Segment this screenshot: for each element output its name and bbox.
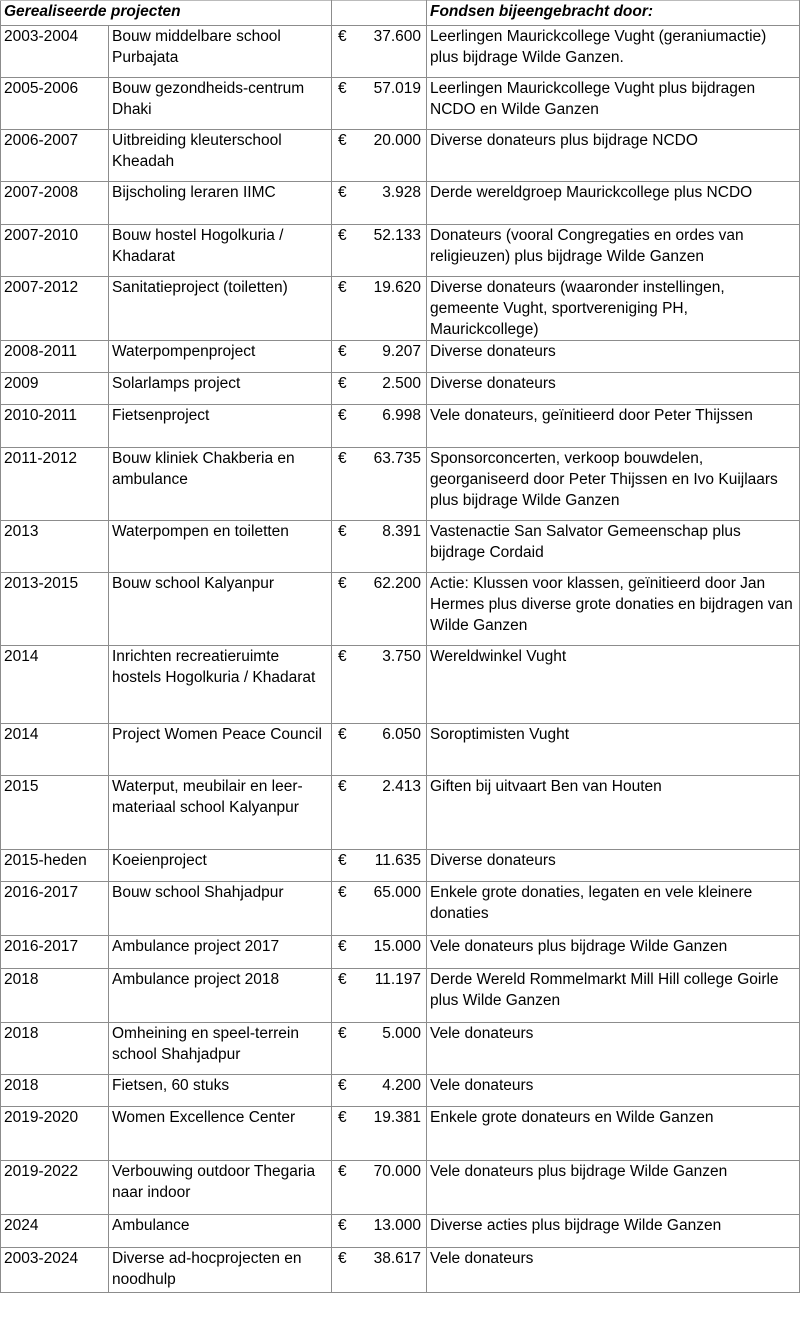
- funds-title: Fondsen bijeengebracht door:: [430, 3, 654, 20]
- currency-cell: €: [332, 277, 357, 341]
- project-cell: Koeienproject: [109, 850, 332, 882]
- currency-cell: €: [332, 78, 357, 130]
- period-cell: 2016-2017: [1, 882, 109, 936]
- funded-by-cell: Diverse donateurs plus bijdrage NCDO: [427, 130, 800, 182]
- funded-by-cell: Leerlingen Maurickcollege Vught (geraniumactie) plus bijdrage Wilde Ganzen.: [427, 26, 800, 78]
- currency-cell: €: [332, 882, 357, 936]
- period-cell: 2009: [1, 373, 109, 405]
- period-cell: 2010-2011: [1, 405, 109, 448]
- table-row: [1, 646, 800, 724]
- table-row: [1, 882, 800, 936]
- project-cell: Bouw hostel Hogolkuria / Khadarat: [109, 225, 332, 277]
- funded-by-cell: Vele donateurs plus bijdrage Wilde Ganzen: [427, 936, 800, 969]
- currency-cell: €: [332, 850, 357, 882]
- currency-cell: €: [332, 1023, 357, 1075]
- projects-column-header: [1, 1, 332, 26]
- funded-by-cell: Wereldwinkel Vught: [427, 646, 800, 724]
- period-cell: 2019-2022: [1, 1161, 109, 1215]
- table-row: [1, 448, 800, 521]
- table-row: [1, 277, 800, 341]
- empty-header-cell: [357, 1, 427, 26]
- amount-cell: 13.000: [357, 1215, 427, 1248]
- amount-cell: 5.000: [357, 1023, 427, 1075]
- amount-cell: 15.000: [357, 936, 427, 969]
- project-cell: Bijscholing leraren IIMC: [109, 182, 332, 225]
- amount-cell: 11.197: [357, 969, 427, 1023]
- amount-cell: 20.000: [357, 130, 427, 182]
- project-cell: Bouw school Kalyanpur: [109, 573, 332, 646]
- amount-cell: 9.207: [357, 341, 427, 373]
- period-cell: 2007-2008: [1, 182, 109, 225]
- period-cell: 2024: [1, 1215, 109, 1248]
- projects-title: Gerealiseerde projecten: [4, 3, 181, 20]
- amount-cell: 52.133: [357, 225, 427, 277]
- funded-by-cell: Diverse donateurs (waaronder instellingen, gemeente Vught, sportvereniging PH, Maurickcollege): [427, 277, 800, 341]
- funded-by-cell: Diverse donateurs: [427, 373, 800, 405]
- table-row: [1, 341, 800, 373]
- amount-cell: 6.998: [357, 405, 427, 448]
- amount-cell: 11.635: [357, 850, 427, 882]
- table-row: [1, 130, 800, 182]
- amount-cell: 70.000: [357, 1161, 427, 1215]
- table-row: [1, 521, 800, 573]
- funded-by-cell: Derde wereldgroep Maurickcollege plus NCDO: [427, 182, 800, 225]
- table-row: [1, 1215, 800, 1248]
- currency-cell: €: [332, 521, 357, 573]
- currency-cell: €: [332, 182, 357, 225]
- header-row: [1, 1, 800, 26]
- funded-by-cell: Donateurs (vooral Congregaties en ordes van religieuzen) plus bijdrage Wilde Ganzen: [427, 225, 800, 277]
- table-row: [1, 573, 800, 646]
- funded-by-cell: Vele donateurs: [427, 1248, 800, 1293]
- currency-cell: €: [332, 26, 357, 78]
- currency-cell: €: [332, 776, 357, 850]
- funded-by-cell: Diverse donateurs: [427, 341, 800, 373]
- table-row: [1, 1075, 800, 1107]
- period-cell: 2014: [1, 724, 109, 776]
- amount-cell: 62.200: [357, 573, 427, 646]
- empty-header-cell: [332, 1, 357, 26]
- project-cell: Fietsen, 60 stuks: [109, 1075, 332, 1107]
- currency-cell: €: [332, 573, 357, 646]
- period-cell: 2003-2004: [1, 26, 109, 78]
- currency-cell: €: [332, 969, 357, 1023]
- period-cell: 2008-2011: [1, 341, 109, 373]
- amount-cell: 38.617: [357, 1248, 427, 1293]
- project-cell: Diverse ad-hocprojecten en noodhulp: [109, 1248, 332, 1293]
- table-row: [1, 1107, 800, 1161]
- period-cell: 2013-2015: [1, 573, 109, 646]
- funds-column-header: [427, 1, 800, 26]
- period-cell: 2018: [1, 1075, 109, 1107]
- currency-cell: €: [332, 1215, 357, 1248]
- table-row: [1, 1161, 800, 1215]
- period-cell: 2016-2017: [1, 936, 109, 969]
- amount-cell: 6.050: [357, 724, 427, 776]
- amount-cell: 3.928: [357, 182, 427, 225]
- table-row: [1, 405, 800, 448]
- funded-by-cell: Enkele grote donateurs en Wilde Ganzen: [427, 1107, 800, 1161]
- period-cell: 2019-2020: [1, 1107, 109, 1161]
- funded-by-cell: Sponsorconcerten, verkoop bouwdelen, georganiseerd door Peter Thijssen en Ivo Kuijlaars plus bijdrage Wilde Ganzen: [427, 448, 800, 521]
- currency-cell: €: [332, 448, 357, 521]
- project-cell: Uitbreiding kleuterschool Kheadah: [109, 130, 332, 182]
- funded-by-cell: Diverse acties plus bijdrage Wilde Ganzen: [427, 1215, 800, 1248]
- period-cell: 2014: [1, 646, 109, 724]
- project-cell: Waterpompenproject: [109, 341, 332, 373]
- currency-cell: €: [332, 1107, 357, 1161]
- funded-by-cell: Vele donateurs: [427, 1075, 800, 1107]
- period-cell: 2005-2006: [1, 78, 109, 130]
- currency-cell: €: [332, 225, 357, 277]
- amount-cell: 63.735: [357, 448, 427, 521]
- table-row: [1, 26, 800, 78]
- project-cell: Omheining en speel-terrein school Shahjadpur: [109, 1023, 332, 1075]
- amount-cell: 19.620: [357, 277, 427, 341]
- project-cell: Bouw gezondheids-centrum Dhaki: [109, 78, 332, 130]
- table-row: [1, 850, 800, 882]
- period-cell: 2003-2024: [1, 1248, 109, 1293]
- table-row: [1, 1023, 800, 1075]
- project-cell: Ambulance project 2017: [109, 936, 332, 969]
- table-row: [1, 373, 800, 405]
- period-cell: 2018: [1, 1023, 109, 1075]
- funded-by-cell: Diverse donateurs: [427, 850, 800, 882]
- funded-by-cell: Vele donateurs, geïnitieerd door Peter Thijssen: [427, 405, 800, 448]
- funded-by-cell: Vastenactie San Salvator Gemeenschap plus bijdrage Cordaid: [427, 521, 800, 573]
- period-cell: 2006-2007: [1, 130, 109, 182]
- project-cell: Sanitatieproject (toiletten): [109, 277, 332, 341]
- amount-cell: 19.381: [357, 1107, 427, 1161]
- period-cell: 2011-2012: [1, 448, 109, 521]
- amount-cell: 65.000: [357, 882, 427, 936]
- funded-by-cell: Derde Wereld Rommelmarkt Mill Hill college Goirle plus Wilde Ganzen: [427, 969, 800, 1023]
- period-cell: 2013: [1, 521, 109, 573]
- currency-cell: €: [332, 1161, 357, 1215]
- project-cell: Bouw kliniek Chakberia en ambulance: [109, 448, 332, 521]
- amount-cell: 37.600: [357, 26, 427, 78]
- currency-cell: €: [332, 724, 357, 776]
- amount-cell: 2.413: [357, 776, 427, 850]
- amount-cell: 2.500: [357, 373, 427, 405]
- table-row: [1, 776, 800, 850]
- funded-by-cell: Leerlingen Maurickcollege Vught plus bijdragen NCDO en Wilde Ganzen: [427, 78, 800, 130]
- period-cell: 2007-2012: [1, 277, 109, 341]
- table-row: [1, 724, 800, 776]
- project-cell: Bouw school Shahjadpur: [109, 882, 332, 936]
- amount-cell: 57.019: [357, 78, 427, 130]
- period-cell: 2015: [1, 776, 109, 850]
- amount-cell: 4.200: [357, 1075, 427, 1107]
- project-cell: Inrichten recreatieruimte hostels Hogolkuria / Khadarat: [109, 646, 332, 724]
- table-row: [1, 936, 800, 969]
- currency-cell: €: [332, 1248, 357, 1293]
- funded-by-cell: Actie: Klussen voor klassen, geïnitieerd door Jan Hermes plus diverse grote donaties en bijdragen van Wilde Ganzen: [427, 573, 800, 646]
- project-cell: Ambulance project 2018: [109, 969, 332, 1023]
- project-cell: Waterput, meubilair en leer-materiaal school Kalyanpur: [109, 776, 332, 850]
- currency-cell: €: [332, 936, 357, 969]
- table-row: [1, 225, 800, 277]
- funded-by-cell: Soroptimisten Vught: [427, 724, 800, 776]
- table-row: [1, 969, 800, 1023]
- currency-cell: €: [332, 405, 357, 448]
- project-cell: Verbouwing outdoor Thegaria naar indoor: [109, 1161, 332, 1215]
- project-cell: Ambulance: [109, 1215, 332, 1248]
- table-row: [1, 78, 800, 130]
- amount-cell: 3.750: [357, 646, 427, 724]
- funded-by-cell: Enkele grote donaties, legaten en vele kleinere donaties: [427, 882, 800, 936]
- amount-cell: 8.391: [357, 521, 427, 573]
- table-row: [1, 182, 800, 225]
- project-cell: Project Women Peace Council: [109, 724, 332, 776]
- table-row: [1, 1248, 800, 1293]
- period-cell: 2018: [1, 969, 109, 1023]
- funded-by-cell: Giften bij uitvaart Ben van Houten: [427, 776, 800, 850]
- funded-by-cell: Vele donateurs: [427, 1023, 800, 1075]
- period-cell: 2007-2010: [1, 225, 109, 277]
- funded-by-cell: Vele donateurs plus bijdrage Wilde Ganzen: [427, 1161, 800, 1215]
- project-cell: Waterpompen en toiletten: [109, 521, 332, 573]
- project-cell: Solarlamps project: [109, 373, 332, 405]
- currency-cell: €: [332, 130, 357, 182]
- project-cell: Fietsenproject: [109, 405, 332, 448]
- period-cell: 2015-heden: [1, 850, 109, 882]
- currency-cell: €: [332, 1075, 357, 1107]
- currency-cell: €: [332, 373, 357, 405]
- currency-cell: €: [332, 646, 357, 724]
- project-cell: Women Excellence Center: [109, 1107, 332, 1161]
- project-cell: Bouw middelbare school Purbajata: [109, 26, 332, 78]
- currency-cell: €: [332, 341, 357, 373]
